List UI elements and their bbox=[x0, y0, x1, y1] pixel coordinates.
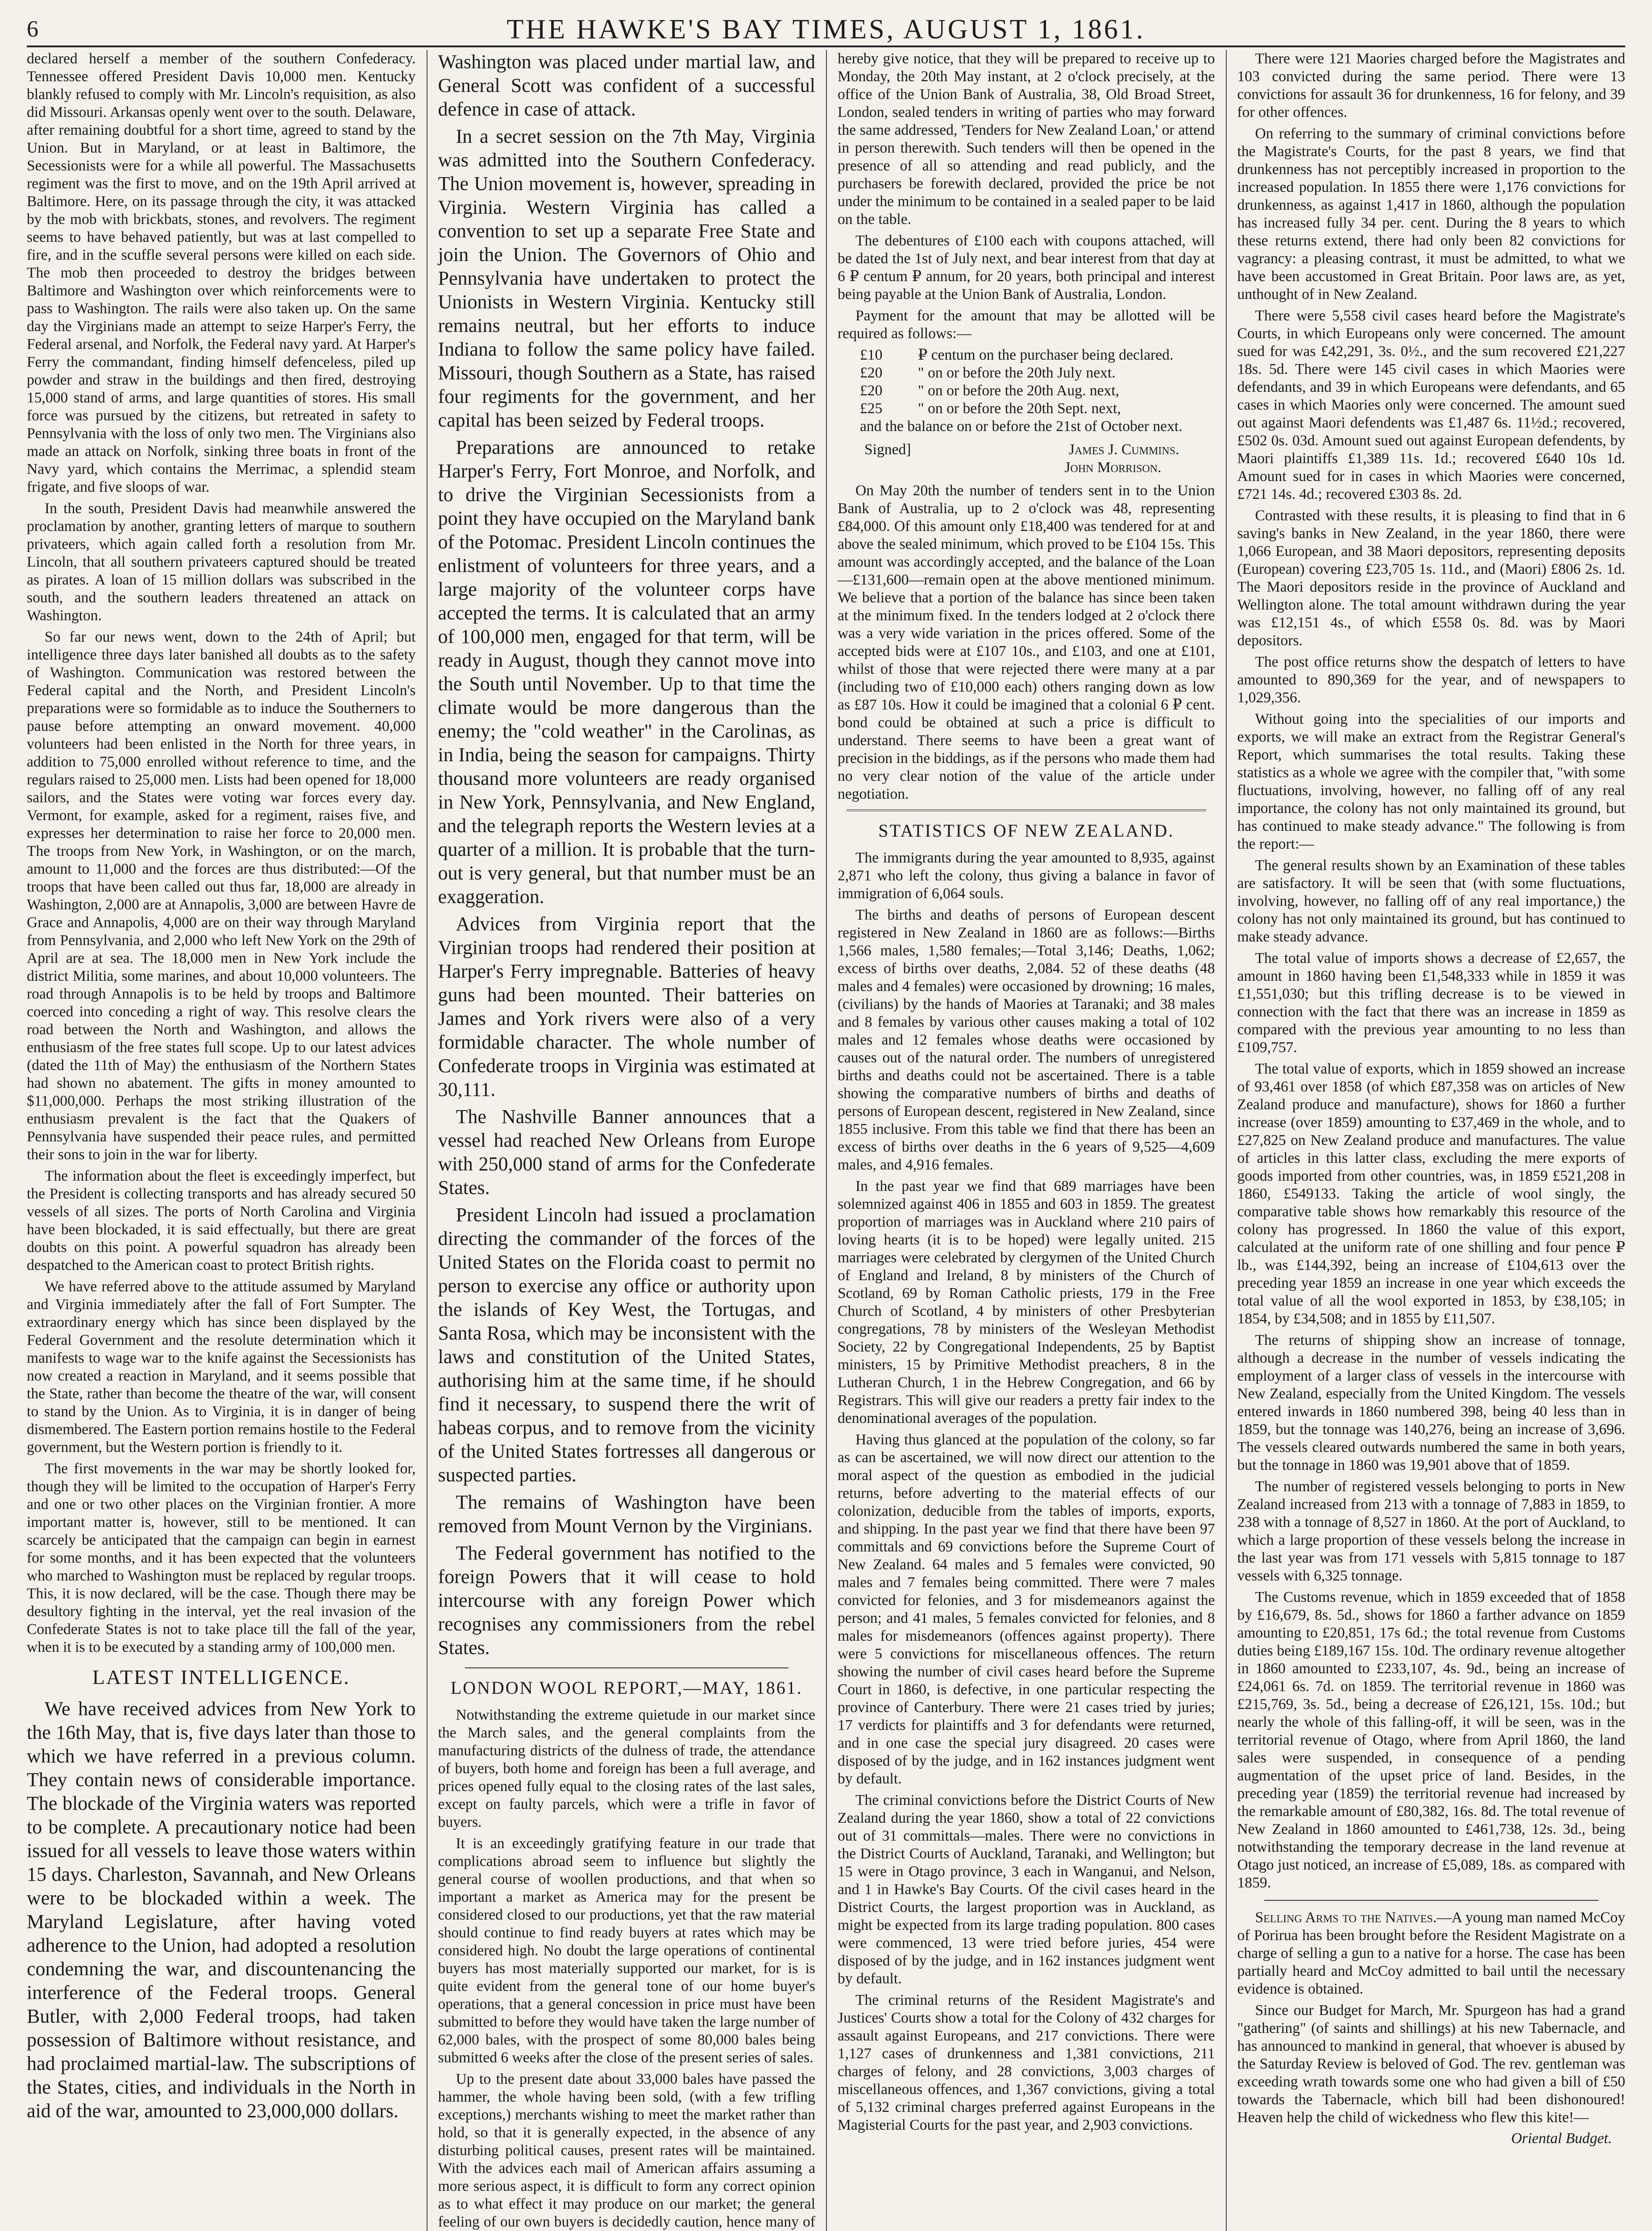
divider bbox=[847, 809, 1206, 811]
article-paragraph: The debentures of £100 each with coupons attached, will be dated the 1st of July next, and bear interest from that day at 6 ₽ centum ₽ annum, for 20 years, both principal and interest being payable at the Union Bank of Australia, London. bbox=[838, 232, 1215, 303]
article-paragraph: The total value of imports shows a decrease of £2,657, the amount in 1860 having been £1,548,333 while in 1859 it was £1,551,030; but this trifling decrease is to be viewed in connection with the fact that there was an increase in 1859 as compared with the previous year amounting to no less than £109,757. bbox=[1237, 950, 1625, 1056]
section-heading: STATISTICS OF NEW ZEALAND. bbox=[878, 821, 1175, 841]
article-paragraph: Advices from Virginia report that the Virginian troops had rendered their position at Harper's Ferry impregnable. Batteries of heavy guns had been mounted. Their batteries on James and York rivers were also of a very formidable character. The whole number of Confederate troops in Virginia was estimated at 30,111. bbox=[438, 913, 815, 1100]
article-paragraph: The total value of exports, which in 1859 showed an increase of 93,461 over 1858 (of which £87,358 was on articles of New Zealand produce and manufacture), shows for 1860 a further increase (over 1859) amounting to £37,469 in the whole, and to £27,825 on New Zealand produce and manufactures. The value of articles in this latter class, excluding the mere exports of goods imported from other countries, was, in 1859 £521,208 in 1860, £549133. Taking the article of wool singly, the comparative table shows how remarkably this resource of the colony has progressed. In 1860 the value of this export, calculated at the uniform rate of one shilling and four pence ₽ lb., was £144,392, being an increase of £104,613 over the preceding year 1859 an increase in one year which exceeds the total value of all the wool exported in 1853, by £38,105; in 1854, by £34,508; and in 1855 by £11,507. bbox=[1237, 1061, 1625, 1327]
article-paragraph: Without going into the specialities of our imports and exports, we will make an extract from the Registrar General's Report, which summarises the total results. Taking these statistics as a whole we agree with the compiler that, "with some fluctuations, involving, however, no falling off of any real importance, the colony has not only maintained its ground, but has continued to make steady advance." The following is from the report:— bbox=[1237, 711, 1625, 852]
signer-name: James J. Cummins. bbox=[1069, 441, 1179, 458]
article-paragraph: The Customs revenue, which in 1859 exceeded that of 1858 by £16,679, 8s. 5d., shows for 1860 a farther advance on 1859 amounting to £20,851, 17s 6d.; the total revenue from Customs duties being £189,167 15s. 10d. The ordinary revenue altogether in 1860 amounted to £233,107, 4s. 9d., being an increase of £24,061 6s. 7d. on 1859. The territorial revenue in 1860 was £215,769, 3s. 5d., being a decrease of £26,121, 15s. 10d.; but nearly the whole of this falling-off, it will be seen, was in the territorial revenue of Otago, where from April 1860, the land sales were suspended, in consequence of a pending augmentation of the upset price of land. Besides, in the preceding year (1859) the territorial revenue had increased by the remarkable amount of £80,382, 16s. 8d. The total revenue of New Zealand in 1860 amounted to £461,738, 12s. 3d., being notwithstanding the temporary decrease in the land revenue at Otago just noticed, an increase of £5,089, 18s. as compared with 1859. bbox=[1237, 1589, 1625, 1891]
signed-label: Signed] bbox=[864, 441, 911, 458]
masthead bbox=[27, 13, 1625, 47]
article-paragraph: The general results shown by an Examination of these tables are satisfactory. It will be seen that (with some fluctuations, involving, however, no falling off of any real importance,) the colony has not only maintained its ground, but has continued to make steady advance. bbox=[1237, 857, 1625, 945]
article-paragraph: The remains of Washington have been removed from Mount Vernon by the Virginians. bbox=[438, 1491, 815, 1537]
divider bbox=[1264, 1900, 1599, 1901]
article-paragraph: It is an exceedingly gratifying feature in our trade that complications abroad seem to influence but slightly the general course of woollen productions, and that when so important a market as America may for the present be considered closed to our productions, yet that the raw material should continue to find ready buyers at rates which may be considered high. No doubt the large operations of continental buyers has most materially supported our market, for is is quite evident from the general tone of our home buyer's operations, that a general concession in price must have been submitted to before they would have taken the large number of 62,000 bales, with the prospect of some 80,000 bales being submitted 6 weeks after the close of the present series of sales. bbox=[438, 1835, 815, 2066]
article-paragraph: We have referred above to the attitude assumed by Maryland and Virginia immediately after the fall of Fort Sumpter. The extraordinary energy which has since been displayed by the Federal Government and the resolute determination which it manifests to wage war to the knife against the Secessionists has now created a reaction in Maryland, and it seems possible that the State, rather than become the theatre of the war, will consent to stand by the Union. As to Virginia, it is in danger of being dismembered. The Eastern portion remains hostile to the Federal government, but the Western portion is friendly to it. bbox=[27, 1278, 416, 1456]
article-paragraph: The Nashville Banner announces that a vessel had reached New Orleans from Europe with 250,000 stand of arms for the Confederate States. bbox=[438, 1106, 815, 1198]
newspaper-title: THE HAWKE'S BAY TIMES, AUGUST 1, 1861. bbox=[506, 14, 1146, 45]
schedule-row: £20 " on or before the 20th Aug. next, bbox=[860, 382, 1120, 399]
article-paragraph: We have received advices from New York to the 16th May, that is, five days later than those to which we have referred in a previous column. They contain news of considerable importance. The blockade of the Virginia waters was reported to be complete. A precautionary notice had been issued for all vessels to leave those waters within 15 days. Charleston, Savannah, and New Orleans were to be blockaded within a week. The Maryland Legislature, after having voted adherence to the Union, had adopted a resolution condemning the war, and discountenancing the interference of the Federal troops. General Butler, with 2,000 Federal troops, had taken possession of Baltimore without resistance, and had proclaimed martial-law. The subscriptions of the States, cities, and individuals in the North in aid of the war, amounted to 23,000,000 dollars. bbox=[27, 1698, 416, 2122]
article-paragraph: declared herself a member of the southern Confederacy. Tennessee offered President Davis 10,000 men. Kentucky blankly refused to comply with Mr. Lincoln's requisition, as also did Missouri. Arkansas openly went over to the south. Delaware, after remaining doubtful for a short time, agreed to stand by the Union. But in Maryland, or at least in Baltimore, the Secessionists were for a while all powerful. The Massachusetts regiment was the first to move, and on the 19th April arrived at Baltimore. Here, on its passage through the city, it was attacked by the mob with brickbats, stones, and revolvers. The regiment seems to have behaved patiently, but was at last compelled to fire, and in the scuffle several persons were killed on each side. The mob then proceeded to destroy the bridges between Baltimore and Washington over which reinforcements were to pass to Washington. The rails were also taken up. On the same day the Virginians made an attempt to seize Harper's Ferry, the Federal arsenal, and Norfolk, the Federal navy yard. At Harper's Ferry the commandant, finding himself defenceless, piled up powder and straw in the buildings and then fired, destroying 15,000 stand of arms, and large quantities of stores. His small force was pursued by the citizens, but retreated in safety to Pennsylvania with the loss of only two men. The Virginians also made an attack on Norfolk, sinking three boats in front of the Navy yard, which contains the Merrimac, a splendid steam frigate, and five sloops of war. bbox=[27, 50, 416, 495]
article-paragraph: Washington was placed under martial law, and General Scott was confident of a successful defence in case of attack. bbox=[438, 51, 815, 120]
article-paragraph: Notwithstanding the extreme quietude in our market since the March sales, and the general complaints from the manufacturing districts of the dulness of trade, the attendance of buyers, both home and foreign has been a full average, and prices opened fully equal to the closing rates of the last sales, except on faulty parcels, which were a trifle in favor of buyers. bbox=[438, 1707, 815, 1830]
article-paragraph: In a secret session on the 7th May, Virginia was admitted into the Southern Confederacy. The Union movement is, however, spreading in Virginia. Western Virginia has called a convention to set up a separate Free State and join the Union. The Governors of Ohio and Pennsylvania have undertaken to protect the Unionists in Western Virginia. Kentucky still remains neutral, but her efforts to induce Indiana to follow the same policy have failed. Missouri, though Southern as a State, has raised four regiments for the government, and her capital has been seized by Federal troops. bbox=[438, 125, 815, 431]
article-paragraph: There were 5,558 civil cases heard before the Magistrate's Courts, in which Europeans only were concerned. The amount sued for was £42,291, 3s. 0½., and the sum recovered £21,227 18s. 5d. There were 145 civil cases in which Maories were defendants, and 39 in which Europeans were defendants, and 65 cases in which Maories only were concerned. The amount sued out against Maori defendents was £1,487 6s. 11½d.; recovered, £502 0s. 03d. Amount sued out against European defendents, by Maori plaintiffs £1,389 11s. 1d.; recovered £640 10s 1d. Amount sued for in cases in which Maories were concerned, £721 14s. 4d.; recovered £303 8s. 2d. bbox=[1237, 307, 1625, 502]
article-paragraph: The post office returns show the despatch of letters to have amounted to 890,369 for the year, and of newspapers to 1,029,356. bbox=[1237, 654, 1625, 706]
article-paragraph: hereby give notice, that they will be prepared to receive up to Monday, the 20th May instant, at 2 o'clock precisely, at the office of the Union Bank of Australia, 38, Old Broad Street, London, sealed tenders in writing of parties who may forward the same addressed, 'Tenders for New Zealand Loan,' or attend in person therewith. Such tenders will then be opened in the presence of all so attending and read publicly, and the purchasers be forewith declared, provided the price be not under the minimum to be contained in a sealed paper to be laid on the table. bbox=[838, 50, 1215, 228]
payment-schedule bbox=[860, 346, 1215, 435]
section-heading: LONDON WOOL REPORT,—MAY, 1861. bbox=[450, 1678, 803, 1698]
column-4 bbox=[1226, 50, 1626, 2231]
article-paragraph: Up to the present date about 33,000 bales have passed the hammer, the whole having been sold, (with a few trifling exceptions,) merchants wishing to meet the market rather than hold, so that it is generally expected, in the absence of any disturbing political causes, present rates will be maintained. With the advices each mail of American affairs assuming a more serious aspect, it is difficult to form any correct opinion as to what effect it may produce on our market; the general feeling of our own buyers is decidedly caution, hence many of bbox=[438, 2071, 815, 2230]
news-item: Selling Arms to the Natives.—A young man named McCoy of Porirua has been brought before the Resident Magistrate on a charge of selling a gun to a native for a horse. The case has been partially heard and McCoy admitted to bail until the necessary evidence is obtained. bbox=[1237, 1909, 1625, 1997]
article-paragraph: On May 20th the number of tenders sent in to the Union Bank of Australia, up to 2 o'clock was 48, representing £84,000. Of this amount only £18,400 was tendered for at and above the sealed minimum, which proved to be £104 15s. This amount was accordingly accepted, and the balance of the Loan—£131,600—remain open at the above mentioned minimum. We believe that a portion of the balance has since been taken at the minimum fixed. In the tenders lodged at 2 o'clock there was a very wide variation in the prices offered. Some of the accepted bids were at £107 10s., and £103, and one at £101, whilst of those that were rejected there were many at a par (including two of £10,000 each) others ranging down as low as £87 10s. How it could be imagined that a colonial 6 ₽ cent. bond could be obtained at such a price is difficult to understand. There seems to have been a great want of precision in the biddings, as if the persons who made them had no very clear notion of the value of the article under negotiation. bbox=[838, 482, 1215, 802]
columns bbox=[27, 50, 1625, 2231]
article-paragraph: Contrasted with these results, it is pleasing to find that in 6 saving's banks in New Zealand, in the year 1860, there were 1,066 European, and 38 Maori depositors, representing deposits (European) covering £23,705 1s. 11d., and (Maori) £806 2s. 1d. The Maori depositors reside in the province of Auckland and Wellington alone. The total amount withdrawn during the year was £12,151 4s., of which £558 0s. 8d. was by Maori depositors. bbox=[1237, 507, 1625, 649]
source-attribution: Oriental Budget. bbox=[1511, 2130, 1612, 2147]
column-3 bbox=[826, 50, 1226, 2231]
article-paragraph: The first movements in the war may be shortly looked for, though they will be limited to the occupation of Harper's Ferry and one or two other places on the Virginian frontier. A more important matter is, however, still to be mentioned. It can scarcely be anticipated that the campaign can begin in earnest for some months, and it has been expected that the volunteers who marched to Washington must be replaced by regular troops. This, it is now declared, will be the case. Though there may be desultory fighting in the interval, yet the real invasion of the Confederate States is not to take place till the fall of the year, when it is to be executed by a standing army of 100,000 men. bbox=[27, 1460, 416, 1655]
article-paragraph: The criminal returns of the Resident Magistrate's and Justices' Courts show a total for the Colony of 432 charges for assault against Europeans, and 217 convictions. There were 1,127 cases of drunkenness and 1,381 convictions, 211 charges of felony, and 28 convictions, 3,003 charges of miscellaneous offences, and 1,367 convictions, giving a total of 5,132 criminal charges preferred against Europeans in the Magisterial Courts for the past year, and 2,903 convictions. bbox=[838, 1992, 1215, 2133]
article-paragraph: In the south, President Davis had meanwhile answered the proclamation by another, granting letters of marque to southern privateers, which again called forth a resolution from Mr. Lincoln, that all southern privateers captured should be treated as pirates. A loan of 15 million dollars was subscribed in the south, and the southern leaders threatened an attack on Washington. bbox=[27, 500, 416, 624]
article-paragraph: There were 121 Maories charged before the Magistrates and 103 convicted during the same period. There were 13 convictions for assault 36 for drunkenness, 16 for felony, and 39 for other offences. bbox=[1237, 50, 1625, 120]
page-number: 6 bbox=[27, 17, 38, 42]
article-paragraph: On referring to the summary of criminal convictions before the Magistrate's Courts, for the past 8 years, we find that drunkenness has not perceptibly increased in proportion to the increased population. In 1855 there were 1,176 convictions for drunkenness, as against 1,417 in 1860, although the population has increased fully 34 per. cent. During the 8 years to which these returns extend, there had only been 82 convictions for vagrancy: a pleasing contrast, it must be admitted, to what we have been accustomed in Great Britain. Poor laws are, as yet, unthought of in New Zealand. bbox=[1237, 125, 1625, 303]
signer-name: John Morrison. bbox=[1064, 459, 1162, 476]
schedule-row: £25 " on or before the 20th Sept. next, bbox=[860, 400, 1121, 417]
signature-block bbox=[838, 441, 1215, 477]
article-paragraph: In the past year we find that 689 marriages have been solemnized against 406 in 1855 and 603 in 1859. The greatest proportion of marriages was in Auckland where 210 pairs of loving hearts (it is to be hoped) were legally united. 215 marriages were celebrated by clergymen of the United Church of England and Ireland, 8 by ministers of the Church of Scotland, 69 by Roman Catholic priests, 179 in the Free Church of Scotland, 4 by ministers of other Presbyterian congregations, 78 by ministers of the Wesleyan Methodist Society, 22 by Congregational Independents, 25 by Baptist ministers, 15 by Primitive Methodist preachers, 8 in the Lutheran Church, 1 in the Hebrew Congregation, and 66 by Registrars. This will give our readers a pretty fair index to the denominational averages of the population. bbox=[838, 1178, 1215, 1427]
news-item: Since our Budget for March, Mr. Spurgeon has had a grand "gathering" (of saints and shillings) at his new Tabernacle, and has announced to mankind in general, that whoever is abused by the Saturday Review is beloved of God. The rev. gentleman was exceeding wrath towards some one who had given a bill of £50 towards the Tabernacle, which bill had been dishonoured! Heaven help the child of wickedness who flew this kite!— bbox=[1237, 2002, 1625, 2126]
section-heading: LATEST INTELLIGENCE. bbox=[92, 1666, 350, 1688]
article-paragraph: President Lincoln had issued a proclamation directing the commander of the forces of the United States on the Florida coast to permit no person to exercise any office or authority upon the islands of Key West, the Tortugas, and Santa Rosa, which may be inconsistent with the laws and constitution of the United States, authorising him at the same time, if he should find it necessary, to suspend there the writ of habeas corpus, and to remove from the vicinity of the United States fortresses all dangerous or suspected parties. bbox=[438, 1204, 815, 1486]
article-paragraph: The Federal government has notified to the foreign Powers that it will cease to hold intercourse with any foreign Power which recognises any commissioners from the rebel States. bbox=[438, 1542, 815, 1659]
schedule-row: £20 " on or before the 20th July next. bbox=[860, 365, 1116, 381]
schedule-row: £10 ₽ centum on the purchaser being declared. bbox=[860, 347, 1174, 363]
news-item-lead: Selling Arms to the Natives. bbox=[1255, 1909, 1437, 1926]
article-paragraph: Preparations are announced to retake Harper's Ferry, Fort Monroe, and Norfolk, and to drive the Virginian Secessionists from a point they have occupied on the Maryland bank of the Potomac. President Lincoln continues the enlistment of volunteers for three years, and a large majority of the volunteer corps have accepted the terms. It is calculated that an army of 100,000 men, engaged for that term, will be ready in August, though they cannot move into the South until November. Up to that time the climate would be more dangerous than the enemy; the "cold weather" in the Carolinas, as in India, being the season for campaigns. Thirty thousand more volunteers are ready organised in New York, Pennsylvania, and New England, and the telegraph reports the Western levies at a quarter of a million. It is probable that the turn-out is very general, but that number must be an exaggeration. bbox=[438, 436, 815, 908]
article-paragraph: The immigrants during the year amounted to 8,935, against 2,871 who left the colony, thus giving a balance in favor of immigration of 6,064 souls. bbox=[838, 850, 1215, 902]
article-paragraph: The criminal convictions before the District Courts of New Zealand during the year 1860, show a total of 22 convictions out of 31 committals—males. There were no convictions in the District Courts of Auckland, Taranaki, and Wellington; but 15 were in Otago province, 3 each in Wanganui, and Nelson, and 1 in Hawke's Bay Courts. Of the civil cases heard in the District Courts, the largest proportion was in Auckland, as might be expected from its large trading population. 800 cases were commenced, 13 were tried before juries, 454 were disposed of by the judge, and in 162 instances judgment went by default. bbox=[838, 1792, 1215, 1987]
article-paragraph: Payment for the amount that may be allotted will be required as follows:— bbox=[838, 307, 1215, 342]
article-paragraph: The births and deaths of persons of European descent registered in New Zealand in 1860 are as follows:—Births 1,566 males, 1,580 females;—Total 3,146; Deaths, 1,062; excess of births over deaths, 2,084. 52 of these deaths (48 males and 4 females) were occasioned by drowning; 16 males, (civilians) by the hands of Maories at Taranaki; and 38 males and 8 females by various other causes making a total of 102 males and 12 females whose deaths were occasioned by causes out of the natural order. The numbers of unregistered births and deaths could not be ascertained. There is a table showing the comparative numbers of births and deaths of persons of European descent, registered in New Zealand, since 1855 inclusive. From this table we find that there has been an excess of births over deaths in the 6 years of 9,525—4,609 males, and 4,916 females. bbox=[838, 907, 1215, 1173]
article-paragraph: The information about the fleet is exceedingly imperfect, but the President is collecting transports and has already secured 50 vessels of all sizes. The ports of North Carolina and Virginia have been blockaded, it is said effectually, but there are great doubts on this point. A powerful squadron has already been despatched to the American coast to protect British rights. bbox=[27, 1168, 416, 1273]
column-2 bbox=[427, 50, 826, 2231]
article-paragraph: Having thus glanced at the population of the colony, so far as can be ascertained, we will now direct our attention to the moral aspect of the question as embodied in the judicial returns, before adverting to the material effects of our colonization, deducible from the tables of imports, exports, and shipping. In the past year we find that there have been 97 committals and 69 convictions before the Supreme Court of New Zealand. 64 males and 5 females were convicted, 90 males and 7 females being committed. There were 7 males convicted for felonies, and 3 for misdemeanors against the person; and 41 males, 5 females convicted for felonies, and 8 males for misdemeanors (offences against property). There were 5 convictions for miscellaneous offences. The return showing the number of civil cases heard before the Supreme Court in 1860, is defective, in one particular respecting the province of Canterbury. There were 21 cases tried by juries; 17 verdicts for plaintiffs and 3 for defendants were returned, and in one case the special jury disagreed. 20 cases were disposed of by the judge, and in 162 instances judgment went by default. bbox=[838, 1431, 1215, 1787]
article-paragraph: The returns of shipping show an increase of tonnage, although a decrease in the number of vessels indicating the employment of a larger class of vessels in the intercourse with New Zealand, especially from the United Kingdom. The vessels entered inwards in 1860 numbered 398, being 40 less than in 1859, but the tonnage was 140,276, being an increase of 3,696. The vessels cleared outwards numbered the same in both years, but the tonnage in 1860 was 19,901 above that of 1859. bbox=[1237, 1332, 1625, 1473]
article-paragraph: So far our news went, down to the 24th of April; but intelligence three days later banished all doubts as to the safety of Washington. Communication was restored between the Federal capital and the North, and President Lincoln's preparations were so formidable as to induce the Southerners to pause before attempting an onward movement. 40,000 volunteers had been enlisted in the North for three years, in addition to 75,000 enrolled without reference to time, and the regulars raised to 25,000 men. Lists had been opened for 18,000 sailors, and the States were voting war forces every day. Vermont, for example, asked for a regiment, raises five, and expresses her determination to raise her force to 20,000 men. The troops from New York, in Washington, or on the march, amount to 11,000 and the forces are thus distributed:—Of the troops that have been called out thus far, 18,000 are already in Washington, 2,000 are at Annapolis, 3,000 are between Havre de Grace and Annapolis, 4,000 are on their way through Maryland from Pennsylvania, and 2,000 who left New York on the 29th of April are at sea. The 18,000 men in New York include the district Militia, some marines, and about 10,000 volunteers. The road through Annapolis is to be held by troops and Baltimore coerced into conceding a right of way. This resolve clears the road between the North and Washington, and allows the enthusiasm of the free states full scope. Up to our latest advices (dated the 11th of May) the enthusiasm of the Northern States had shown no abatement. The gifts in money amounted to $11,000,000. Perhaps the most striking illustration of the enthusiasm prevalent is the fact that the Quakers of Pennsylvania have suspended their peace rules, and permitted their sons to join in the war for liberty. bbox=[27, 629, 416, 1163]
schedule-tail: and the balance on or before the 21st of October next. bbox=[860, 418, 1183, 435]
column-1 bbox=[27, 50, 427, 2231]
divider bbox=[465, 1667, 789, 1668]
article-paragraph: The number of registered vessels belonging to ports in New Zealand increased from 213 with a tonnage of 7,883 in 1859, to 238 with a tonnage of 8,527 in 1860. At the port of Auckland, to which a large proportion of these vessels belong the increase in the last year was from 171 vessels with 5,815 tonnage to 187 vessels with 6,325 tonnage. bbox=[1237, 1478, 1625, 1584]
